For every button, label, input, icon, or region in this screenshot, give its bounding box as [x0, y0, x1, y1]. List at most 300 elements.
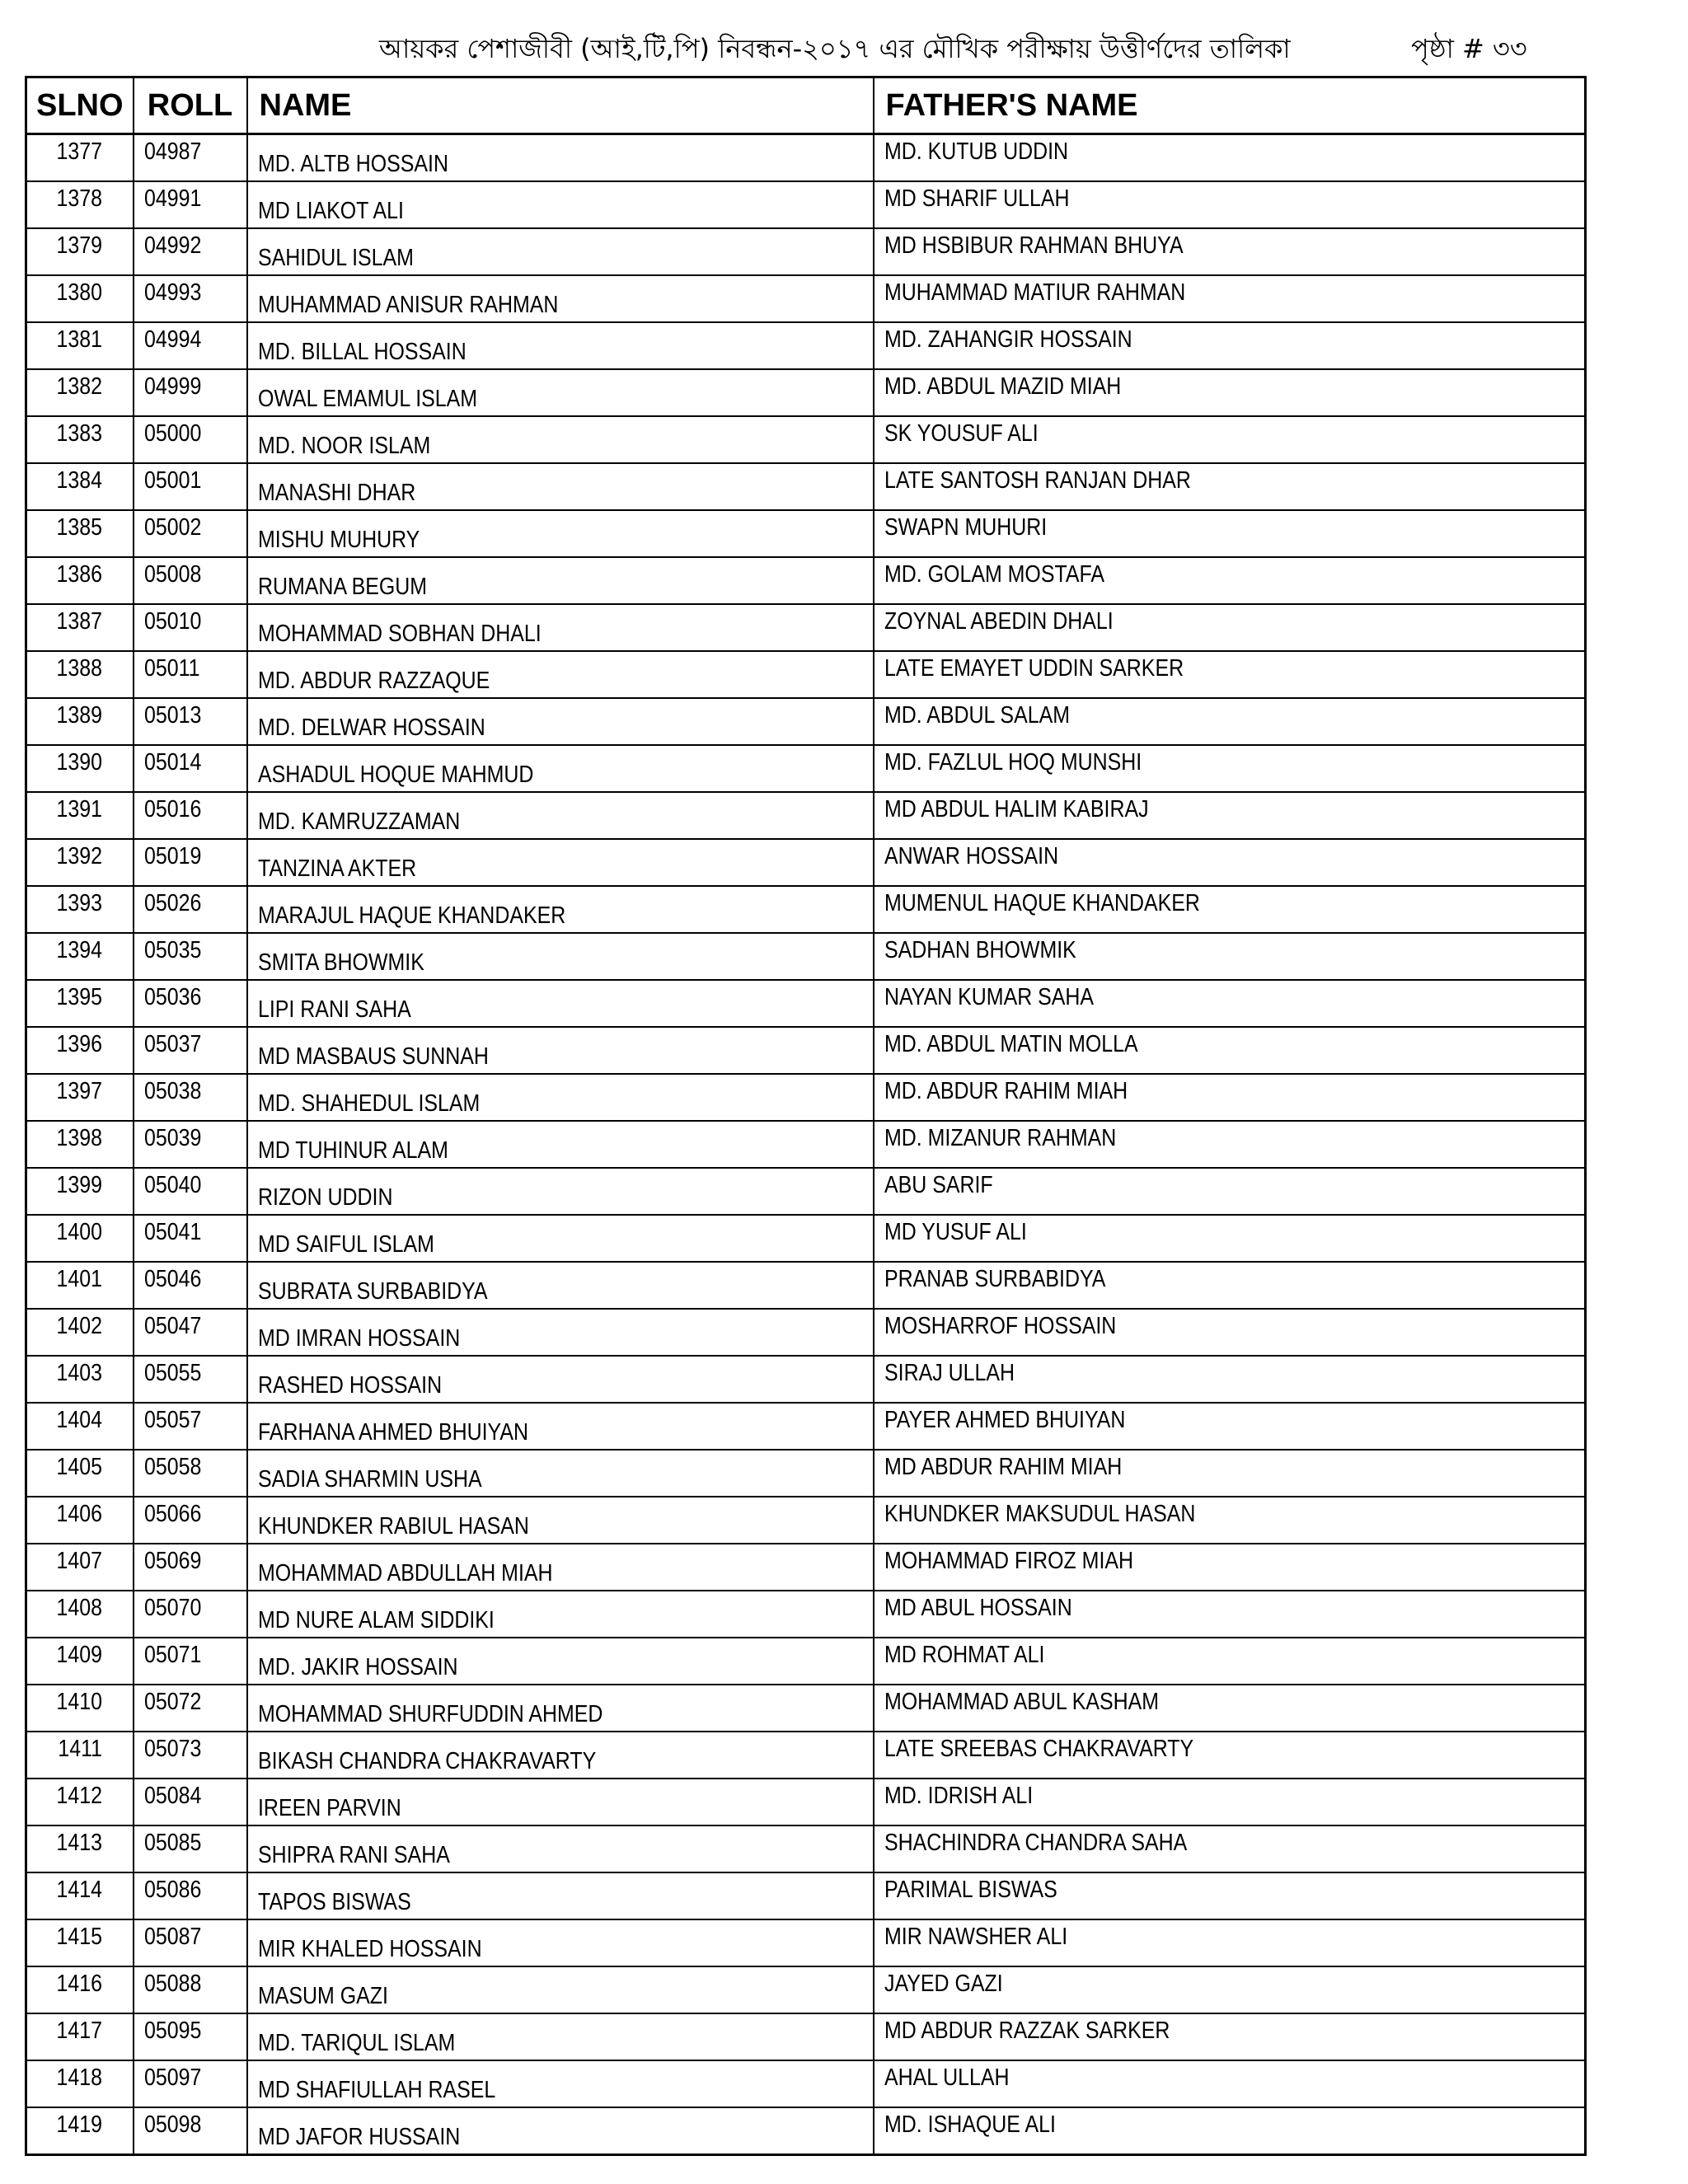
- table-row: [26, 181, 1586, 228]
- cell-slno-text: 1418: [57, 2064, 103, 2091]
- cell-slno: [26, 1497, 134, 1544]
- cell-roll-text: 04993: [143, 279, 201, 306]
- cell-slno: [26, 604, 134, 651]
- table-row: [26, 1497, 1586, 1544]
- cell-fathers-name: [874, 2107, 1586, 2155]
- cell-fathers-name: [874, 651, 1586, 698]
- column-header-name: NAME: [247, 77, 874, 134]
- cell-roll: [134, 1872, 247, 1919]
- cell-fathers-name: [874, 604, 1586, 651]
- cell-roll-text: 05066: [143, 1501, 201, 1527]
- cell-fathers-name: [874, 2013, 1586, 2060]
- cell-name: [247, 1591, 874, 1638]
- cell-fathers-name-text: MD ROHMAT ALI: [884, 1642, 1044, 1668]
- cell-slno-text: 1386: [57, 561, 103, 588]
- cell-roll: [134, 792, 247, 839]
- table-row: [26, 1121, 1586, 1168]
- page-header: [0, 23, 1688, 73]
- cell-roll-text: 05016: [143, 796, 201, 823]
- cell-name: [247, 1919, 874, 1966]
- cell-roll: [134, 557, 247, 604]
- table-row: [26, 1027, 1586, 1074]
- cell-roll-text: 04987: [143, 138, 201, 165]
- cell-slno: [26, 134, 134, 182]
- cell-roll: [134, 2107, 247, 2155]
- cell-fathers-name: [874, 1356, 1586, 1403]
- cell-name: [247, 510, 874, 557]
- cell-slno-text: 1379: [57, 232, 103, 259]
- cell-slno-text: 1377: [57, 138, 103, 165]
- cell-slno: [26, 745, 134, 792]
- cell-slno-text: 1409: [57, 1642, 103, 1668]
- cell-roll: [134, 181, 247, 228]
- cell-roll: [134, 933, 247, 980]
- cell-fathers-name-text: MD ABDUR RAHIM MIAH: [884, 1454, 1122, 1480]
- cell-name: [247, 416, 874, 463]
- cell-slno-text: 1416: [57, 1971, 103, 1997]
- cell-name: [247, 980, 874, 1027]
- cell-fathers-name-text: PAYER AHMED BHUIYAN: [884, 1407, 1125, 1433]
- cell-fathers-name-text: MD. GOLAM MOSTAFA: [884, 561, 1104, 588]
- cell-fathers-name: [874, 1685, 1586, 1732]
- table-row: [26, 1919, 1586, 1966]
- cell-fathers-name: [874, 1779, 1586, 1825]
- cell-fathers-name: [874, 698, 1586, 745]
- cell-fathers-name: [874, 557, 1586, 604]
- cell-fathers-name-text: MOHAMMAD ABUL KASHAM: [884, 1689, 1159, 1715]
- cell-fathers-name: [874, 933, 1586, 980]
- cell-fathers-name-text: MD. MIZANUR RAHMAN: [884, 1125, 1116, 1151]
- cell-fathers-name: [874, 792, 1586, 839]
- table-row: [26, 1966, 1586, 2013]
- cell-name-text: RASHED HOSSAIN: [257, 1372, 442, 1399]
- cell-slno: [26, 228, 134, 275]
- cell-name: [247, 463, 874, 510]
- cell-name-text: LIPI RANI SAHA: [257, 996, 411, 1023]
- cell-fathers-name: [874, 1403, 1586, 1450]
- cell-fathers-name-text: MIR NAWSHER ALI: [884, 1924, 1067, 1950]
- cell-fathers-name: [874, 1872, 1586, 1919]
- cell-roll: [134, 886, 247, 933]
- cell-name: [247, 651, 874, 698]
- cell-slno-text: 1387: [57, 608, 103, 635]
- cell-slno: [26, 2013, 134, 2060]
- cell-slno: [26, 1872, 134, 1919]
- cell-fathers-name-text: NAYAN KUMAR SAHA: [884, 984, 1094, 1010]
- cell-slno-text: 1406: [57, 1501, 103, 1527]
- cell-roll-text: 05073: [143, 1736, 201, 1762]
- cell-roll: [134, 1027, 247, 1074]
- cell-slno-text: 1389: [57, 702, 103, 729]
- table-row: [26, 1732, 1586, 1779]
- table-body: [26, 134, 1586, 2155]
- table-row: [26, 1215, 1586, 1262]
- cell-fathers-name-text: KHUNDKER MAKSUDUL HASAN: [884, 1501, 1195, 1527]
- cell-slno: [26, 1168, 134, 1215]
- cell-roll-text: 05011: [143, 655, 200, 682]
- cell-name: [247, 2107, 874, 2155]
- cell-roll-text: 05037: [143, 1031, 201, 1057]
- cell-name-text: FARHANA AHMED BHUIYAN: [257, 1419, 528, 1446]
- cell-roll: [134, 651, 247, 698]
- cell-slno: [26, 2060, 134, 2107]
- cell-roll: [134, 698, 247, 745]
- cell-name-text: BIKASH CHANDRA CHAKRAVARTY: [257, 1748, 596, 1774]
- cell-fathers-name-text: ZOYNAL ABEDIN DHALI: [884, 608, 1114, 635]
- cell-name: [247, 2013, 874, 2060]
- cell-fathers-name-text: PARIMAL BISWAS: [884, 1877, 1057, 1903]
- cell-fathers-name: [874, 839, 1586, 886]
- cell-name: [247, 933, 874, 980]
- cell-roll-text: 05095: [143, 2018, 201, 2044]
- cell-fathers-name-text: MD. ZAHANGIR HOSSAIN: [884, 326, 1132, 353]
- cell-roll-text: 05014: [143, 749, 201, 776]
- cell-slno: [26, 369, 134, 416]
- cell-slno-text: 1411: [57, 1736, 102, 1762]
- cell-fathers-name-text: MD ABDUR RAZZAK SARKER: [884, 2018, 1170, 2044]
- cell-name-text: MIR KHALED HOSSAIN: [257, 1936, 482, 1962]
- cell-roll: [134, 1685, 247, 1732]
- cell-roll-text: 05084: [143, 1783, 201, 1809]
- results-table: [25, 76, 1587, 2156]
- cell-roll: [134, 1591, 247, 1638]
- cell-slno: [26, 1919, 134, 1966]
- cell-slno-text: 1396: [57, 1031, 103, 1057]
- cell-slno: [26, 510, 134, 557]
- cell-roll-text: 05019: [143, 843, 201, 869]
- table-row: [26, 839, 1586, 886]
- cell-name: [247, 1544, 874, 1591]
- cell-fathers-name: [874, 1919, 1586, 1966]
- cell-fathers-name: [874, 745, 1586, 792]
- cell-name-text: MD TUHINUR ALAM: [257, 1137, 448, 1164]
- cell-name: [247, 745, 874, 792]
- cell-name-text: SAHIDUL ISLAM: [257, 245, 414, 271]
- cell-slno: [26, 1732, 134, 1779]
- cell-roll: [134, 1262, 247, 1309]
- cell-name-text: MD. BILLAL HOSSAIN: [257, 339, 467, 365]
- cell-slno: [26, 322, 134, 369]
- table-row: [26, 1638, 1586, 1685]
- cell-slno: [26, 1544, 134, 1591]
- cell-slno-text: 1388: [57, 655, 103, 682]
- cell-slno: [26, 463, 134, 510]
- cell-name: [247, 557, 874, 604]
- cell-roll: [134, 1168, 247, 1215]
- column-header-fathers-name: FATHER'S NAME: [874, 77, 1586, 134]
- cell-slno-text: 1413: [57, 1830, 103, 1856]
- cell-slno: [26, 1779, 134, 1825]
- cell-name-text: MD. DELWAR HOSSAIN: [257, 715, 485, 741]
- cell-fathers-name: [874, 510, 1586, 557]
- cell-roll-text: 05086: [143, 1877, 201, 1903]
- cell-name: [247, 1825, 874, 1872]
- cell-slno-text: 1398: [57, 1125, 103, 1151]
- cell-name: [247, 134, 874, 182]
- column-header-roll: ROLL: [134, 77, 247, 134]
- cell-name-text: MD. KAMRUZZAMAN: [257, 808, 460, 835]
- cell-fathers-name-text: LATE EMAYET UDDIN SARKER: [884, 655, 1184, 682]
- cell-fathers-name: [874, 1732, 1586, 1779]
- cell-slno-text: 1408: [57, 1595, 103, 1621]
- table-row: [26, 463, 1586, 510]
- cell-name-text: MASUM GAZI: [257, 1983, 388, 2009]
- cell-roll: [134, 1779, 247, 1825]
- cell-name-text: ASHADUL HOQUE MAHMUD: [257, 762, 533, 788]
- cell-slno: [26, 933, 134, 980]
- cell-roll-text: 05097: [143, 2064, 201, 2091]
- cell-roll: [134, 2013, 247, 2060]
- cell-slno-text: 1378: [57, 185, 103, 212]
- cell-fathers-name: [874, 1168, 1586, 1215]
- cell-fathers-name-text: MD. IDRISH ALI: [884, 1783, 1033, 1809]
- cell-fathers-name-text: MOHAMMAD FIROZ MIAH: [884, 1548, 1133, 1574]
- cell-roll: [134, 134, 247, 182]
- cell-roll: [134, 1825, 247, 1872]
- cell-roll: [134, 745, 247, 792]
- cell-roll: [134, 1074, 247, 1121]
- cell-roll-text: 05057: [143, 1407, 201, 1433]
- cell-name-text: MD. ALTB HOSSAIN: [257, 151, 448, 177]
- cell-roll-text: 05000: [143, 420, 201, 447]
- cell-roll-text: 05040: [143, 1172, 201, 1198]
- cell-slno: [26, 698, 134, 745]
- cell-fathers-name: [874, 1074, 1586, 1121]
- cell-roll: [134, 369, 247, 416]
- cell-slno: [26, 557, 134, 604]
- cell-fathers-name-text: MD. ABDUL SALAM: [884, 702, 1070, 729]
- cell-name-text: MUHAMMAD ANISUR RAHMAN: [257, 292, 558, 318]
- cell-slno: [26, 1638, 134, 1685]
- cell-roll-text: 05085: [143, 1830, 201, 1856]
- cell-slno-text: 1393: [57, 890, 103, 916]
- cell-roll: [134, 1732, 247, 1779]
- cell-roll: [134, 463, 247, 510]
- cell-name: [247, 1074, 874, 1121]
- table-row: [26, 2107, 1586, 2155]
- table-row: [26, 980, 1586, 1027]
- table-row: [26, 2060, 1586, 2107]
- cell-name: [247, 1309, 874, 1356]
- cell-name-text: MANASHI DHAR: [257, 480, 415, 506]
- cell-roll: [134, 1356, 247, 1403]
- cell-name-text: TANZINA AKTER: [257, 855, 416, 882]
- cell-fathers-name-text: MOSHARROF HOSSAIN: [884, 1313, 1116, 1339]
- cell-name: [247, 1215, 874, 1262]
- cell-roll: [134, 416, 247, 463]
- cell-fathers-name-text: MD. ABDUL MATIN MOLLA: [884, 1031, 1138, 1057]
- cell-fathers-name-text: MD. ISHAQUE ALI: [884, 2111, 1056, 2138]
- table-row: [26, 1544, 1586, 1591]
- cell-fathers-name: [874, 369, 1586, 416]
- cell-name-text: OWAL EMAMUL ISLAM: [257, 386, 477, 412]
- cell-slno-text: 1399: [57, 1172, 103, 1198]
- cell-fathers-name-text: JAYED GAZI: [884, 1971, 1003, 1997]
- cell-name-text: SADIA SHARMIN USHA: [257, 1466, 482, 1493]
- table-row: [26, 698, 1586, 745]
- cell-slno-text: 1381: [57, 326, 103, 353]
- cell-name-text: RIZON UDDIN: [257, 1184, 392, 1211]
- cell-slno-text: 1410: [57, 1689, 103, 1715]
- table-header-row: [26, 77, 1586, 134]
- table-row: [26, 228, 1586, 275]
- cell-roll: [134, 839, 247, 886]
- table-row: [26, 604, 1586, 651]
- cell-fathers-name: [874, 181, 1586, 228]
- table-row: [26, 1685, 1586, 1732]
- table-row: [26, 1779, 1586, 1825]
- cell-slno: [26, 1403, 134, 1450]
- cell-name-text: MD SAIFUL ISLAM: [257, 1231, 434, 1258]
- cell-slno: [26, 1262, 134, 1309]
- cell-fathers-name-text: SK YOUSUF ALI: [884, 420, 1039, 447]
- table-row: [26, 275, 1586, 322]
- cell-roll: [134, 1638, 247, 1685]
- cell-fathers-name-text: MD ABDUL HALIM KABIRAJ: [884, 796, 1149, 823]
- cell-roll: [134, 1403, 247, 1450]
- cell-slno-text: 1395: [57, 984, 103, 1010]
- cell-slno-text: 1392: [57, 843, 103, 869]
- cell-roll-text: 05035: [143, 937, 201, 963]
- table-row: [26, 1074, 1586, 1121]
- cell-name: [247, 1027, 874, 1074]
- cell-roll: [134, 1215, 247, 1262]
- cell-name: [247, 1121, 874, 1168]
- cell-slno-text: 1402: [57, 1313, 103, 1339]
- cell-fathers-name: [874, 1966, 1586, 2013]
- cell-name-text: SUBRATA SURBABIDYA: [257, 1278, 488, 1305]
- cell-name: [247, 1403, 874, 1450]
- cell-fathers-name-text: PRANAB SURBABIDYA: [884, 1266, 1105, 1292]
- column-header-slno: SLNO: [26, 77, 134, 134]
- cell-slno-text: 1394: [57, 937, 103, 963]
- cell-name-text: MD MASBAUS SUNNAH: [257, 1043, 489, 1070]
- cell-roll-text: 05058: [143, 1454, 201, 1480]
- cell-fathers-name: [874, 1591, 1586, 1638]
- cell-roll-text: 05055: [143, 1360, 201, 1386]
- cell-name: [247, 2060, 874, 2107]
- cell-fathers-name-text: MD YUSUF ALI: [884, 1219, 1027, 1245]
- cell-slno: [26, 1591, 134, 1638]
- cell-name: [247, 604, 874, 651]
- cell-roll-text: 05002: [143, 514, 201, 541]
- table-row: [26, 886, 1586, 933]
- cell-fathers-name-text: MD. KUTUB UDDIN: [884, 138, 1068, 165]
- cell-slno: [26, 181, 134, 228]
- cell-fathers-name-text: MD SHARIF ULLAH: [884, 185, 1070, 212]
- table-row: [26, 933, 1586, 980]
- cell-fathers-name: [874, 1825, 1586, 1872]
- cell-roll: [134, 1121, 247, 1168]
- cell-slno: [26, 1074, 134, 1121]
- cell-fathers-name-text: LATE SREEBAS CHAKRAVARTY: [884, 1736, 1193, 1762]
- cell-name: [247, 1872, 874, 1919]
- cell-roll-text: 05098: [143, 2111, 201, 2138]
- cell-slno-text: 1391: [57, 796, 103, 823]
- page-number-value: ৩৩: [1493, 33, 1527, 64]
- cell-slno: [26, 1450, 134, 1497]
- cell-slno-text: 1383: [57, 420, 103, 447]
- cell-fathers-name-text: LATE SANTOSH RANJAN DHAR: [884, 467, 1191, 494]
- cell-fathers-name: [874, 1215, 1586, 1262]
- cell-roll: [134, 980, 247, 1027]
- cell-name: [247, 1356, 874, 1403]
- cell-roll-text: 05010: [143, 608, 201, 635]
- cell-name-text: MISHU MUHURY: [257, 527, 420, 553]
- cell-roll-text: 05069: [143, 1548, 201, 1574]
- cell-fathers-name-text: SWAPN MUHURI: [884, 514, 1047, 541]
- page-title: আয়কর পেশাজীবী (আই,টি,পি) নিবন্ধন-২০১৭ এর মৌখিক পরীক্ষায় উত্তীর্ণদের তালিকা: [379, 33, 1291, 64]
- cell-roll-text: 04994: [143, 326, 201, 353]
- cell-slno-text: 1412: [57, 1783, 103, 1809]
- cell-name: [247, 1450, 874, 1497]
- cell-name-text: MD. ABDUR RAZZAQUE: [257, 668, 490, 694]
- cell-slno: [26, 416, 134, 463]
- cell-name-text: RUMANA BEGUM: [257, 574, 427, 600]
- table-row: [26, 1309, 1586, 1356]
- cell-fathers-name-text: MD. ABDUR RAHIM MIAH: [884, 1078, 1128, 1104]
- cell-fathers-name: [874, 1262, 1586, 1309]
- table-row: [26, 1825, 1586, 1872]
- cell-roll: [134, 322, 247, 369]
- cell-name-text: MD SHAFIULLAH RASEL: [257, 2077, 495, 2103]
- cell-roll: [134, 228, 247, 275]
- cell-slno: [26, 839, 134, 886]
- cell-roll-text: 05001: [143, 467, 201, 494]
- cell-name: [247, 1638, 874, 1685]
- cell-fathers-name: [874, 134, 1586, 182]
- table-row: [26, 134, 1586, 182]
- cell-name-text: KHUNDKER RABIUL HASAN: [257, 1513, 529, 1540]
- cell-fathers-name-text: SADHAN BHOWMIK: [884, 937, 1076, 963]
- cell-slno-text: 1390: [57, 749, 103, 776]
- cell-roll-text: 04999: [143, 373, 201, 400]
- cell-name-text: MOHAMMAD SHURFUDDIN AHMED: [257, 1701, 603, 1727]
- cell-roll-text: 05026: [143, 890, 201, 916]
- table-row: [26, 322, 1586, 369]
- cell-roll: [134, 1919, 247, 1966]
- cell-fathers-name: [874, 1121, 1586, 1168]
- cell-name: [247, 839, 874, 886]
- cell-fathers-name-text: MD. FAZLUL HOQ MUNSHI: [884, 749, 1142, 776]
- cell-fathers-name-text: SIRAJ ULLAH: [884, 1360, 1015, 1386]
- cell-name-text: IREEN PARVIN: [257, 1795, 401, 1821]
- cell-fathers-name-text: MD ABUL HOSSAIN: [884, 1595, 1072, 1621]
- cell-fathers-name-text: ABU SARIF: [884, 1172, 993, 1198]
- table-row: [26, 1450, 1586, 1497]
- cell-fathers-name: [874, 2060, 1586, 2107]
- cell-slno: [26, 1356, 134, 1403]
- table-row: [26, 1168, 1586, 1215]
- table-row: [26, 1591, 1586, 1638]
- cell-slno: [26, 1825, 134, 1872]
- table-row: [26, 1356, 1586, 1403]
- cell-name-text: TAPOS BISWAS: [257, 1889, 411, 1915]
- cell-name-text: MD JAFOR HUSSAIN: [257, 2124, 460, 2150]
- cell-roll-text: 05039: [143, 1125, 201, 1151]
- cell-fathers-name-text: SHACHINDRA CHANDRA SAHA: [884, 1830, 1187, 1856]
- table-row: [26, 2013, 1586, 2060]
- cell-name: [247, 1262, 874, 1309]
- cell-name: [247, 322, 874, 369]
- cell-roll-text: 05047: [143, 1313, 201, 1339]
- cell-name: [247, 228, 874, 275]
- cell-slno-text: 1384: [57, 467, 103, 494]
- cell-slno-text: 1380: [57, 279, 103, 306]
- cell-fathers-name-text: MUHAMMAD MATIUR RAHMAN: [884, 279, 1185, 306]
- cell-slno-text: 1401: [57, 1266, 103, 1292]
- cell-name-text: MD IMRAN HOSSAIN: [257, 1325, 460, 1352]
